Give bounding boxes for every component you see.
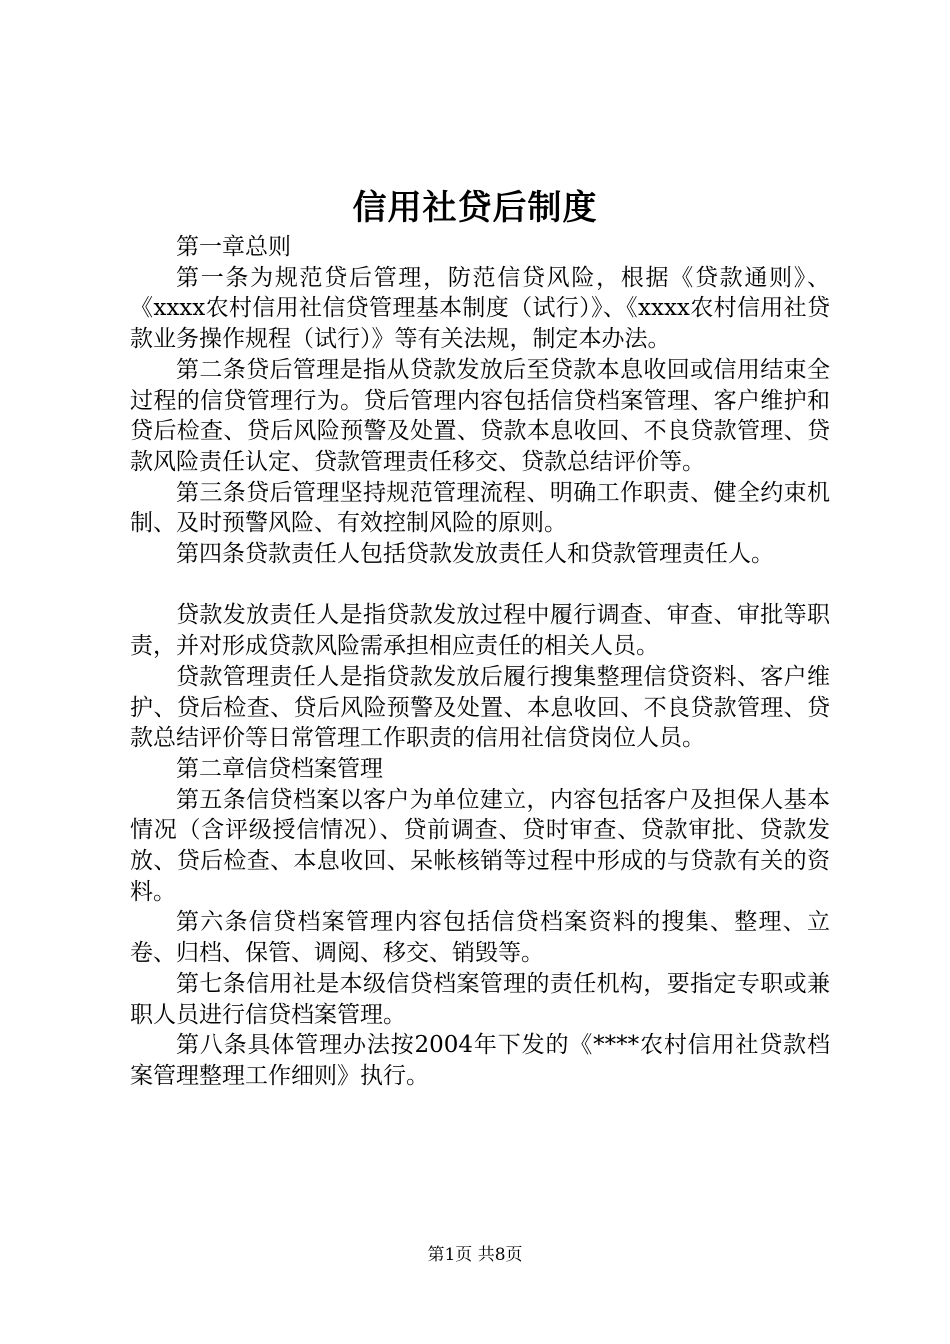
article-2: 第二条贷后管理是指从贷款发放后至贷款本息收回或信用结束全过程的信贷管理行为。贷后管理内容包括信贷档案管理、客户维护和贷后检查、贷后风险预警及处置、贷款本息收回、不良贷款管理、贷款风险责任认定、贷款管理责任移交、贷款总结评价等。 — [130, 356, 830, 475]
page-number-footer: 第1页 共8页 — [427, 1245, 523, 1265]
article-4-paragraph-1: 贷款发放责任人是指贷款发放过程中履行调查、审查、审批等职责，并对形成贷款风险需承担相应责任的相关人员。 — [130, 602, 830, 660]
article-4-paragraph-2: 贷款管理责任人是指贷款发放后履行搜集整理信贷资料、客户维护、贷后检查、贷后风险预警及处置、本息收回、不良贷款管理、贷款总结评价等日常管理工作职责的信用社信贷岗位人员。 — [130, 663, 830, 752]
article-7: 第七条信用社是本级信贷档案管理的责任机构，要指定专职或兼职人员进行信贷档案管理。 — [130, 970, 830, 1028]
document-body — [130, 232, 830, 1092]
chapter-2-heading: 第二章信贷档案管理 — [176, 755, 383, 782]
article-5: 第五条信贷档案以客户为单位建立，内容包括客户及担保人基本情况（含评级授信情况）、贷前调查、贷时审查、贷款审批、贷款发放、贷后检查、本息收回、呆帐核销等过程中形成的与贷款有关的资料。 — [130, 786, 830, 905]
article-3: 第三条贷后管理坚持规范管理流程、明确工作职责、健全约束机制、及时预警风险、有效控制风险的原则。 — [130, 479, 830, 537]
paragraph-spacer — [130, 570, 830, 601]
article-4: 第四条贷款责任人包括贷款发放责任人和贷款管理责任人。 — [176, 541, 774, 568]
document-title: 信用社贷后制度 — [352, 188, 598, 228]
chapter-1-heading: 第一章总则 — [176, 234, 291, 260]
article-8: 第八条具体管理办法按2004年下发的《****农村信用社贷款档案管理整理工作细则》执行。 — [130, 1032, 830, 1089]
article-6: 第六条信贷档案管理内容包括信贷档案资料的搜集、整理、立卷、归档、保管、调阅、移交、销毁等。 — [130, 909, 830, 967]
article-1: 第一条为规范贷后管理，防范信贷风险，根据《贷款通则》、《xxxx农村信用社信贷管理基本制度（试行）》、《xxxx农村信用社贷款业务操作规程（试行）》等有关法规，制定本办法。 — [130, 264, 830, 353]
